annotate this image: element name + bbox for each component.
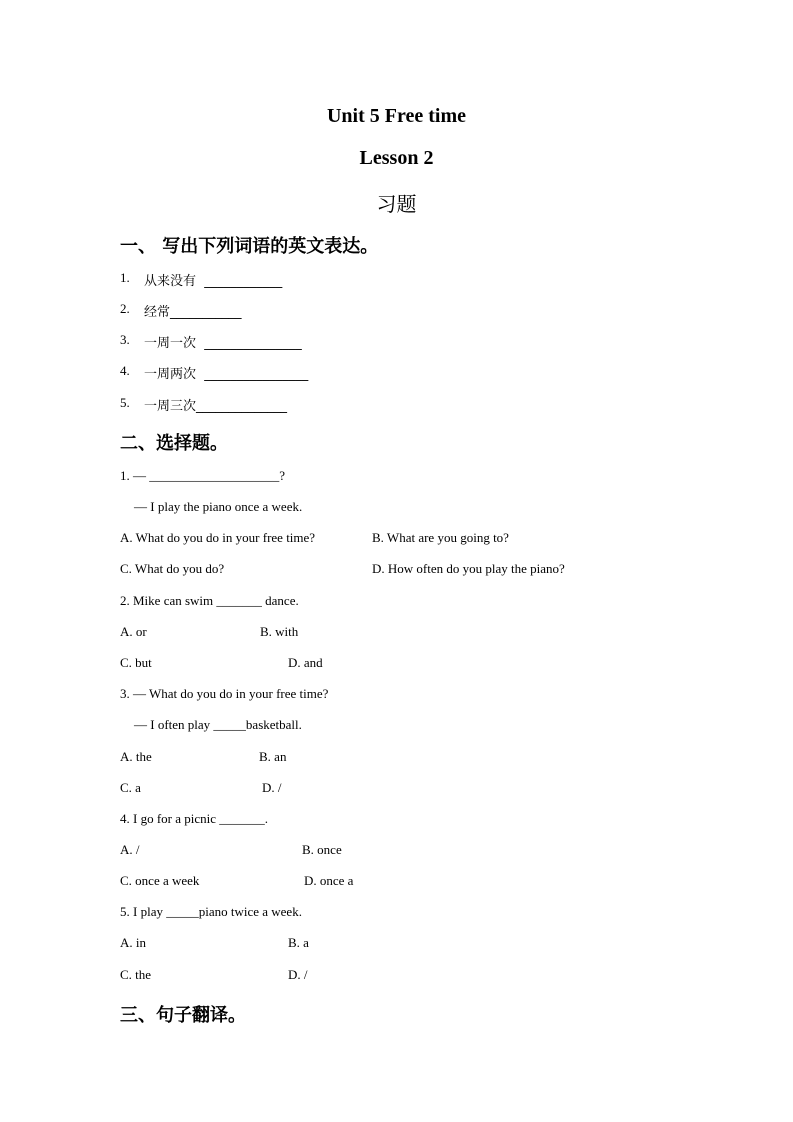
question-5-option-a: A. in [120, 935, 146, 950]
question-2-option-d: D. and [288, 655, 323, 670]
part1-heading: 一、 写出下列词语的英文表达。 [120, 236, 379, 257]
question-4-option-c: C. once a week [120, 873, 200, 888]
question-2-stem: 2. Mike can swim _______ dance. [120, 593, 299, 608]
question-3-option-d: D. / [262, 780, 282, 795]
question-4-stem: 4. I go for a picnic _______. [120, 811, 269, 826]
question-3-option-b: B. an [259, 749, 287, 764]
question-1-option-c: C. What do you do? [120, 561, 225, 576]
question-3-option-c: C. a [120, 780, 141, 795]
item-text: 经常___________ [144, 305, 242, 320]
item-number: 2. [120, 301, 130, 316]
part3-heading: 三、句子翻译。 [120, 1005, 246, 1026]
question-4-option-d: D. once a [304, 873, 354, 888]
question-4-option-a: A. / [120, 842, 140, 857]
question-2-option-c: C. but [120, 655, 152, 670]
question-2-option-a: A. or [120, 624, 147, 639]
question-5-stem: 5. I play _____piano twice a week. [120, 904, 302, 919]
question-3-stem: 3. — What do you do in your free time? [120, 686, 329, 701]
item-text: 从来没有 ____________ [144, 274, 283, 289]
question-3-reply: — I often play _____basketball. [134, 717, 302, 732]
exercise-subtitle: 习题 [376, 192, 417, 216]
question-4-option-b: B. once [302, 842, 342, 857]
question-2-option-b: B. with [260, 624, 299, 639]
item-text: 一周三次______________ [144, 399, 288, 414]
question-1-option-b: B. What are you going to? [372, 530, 509, 545]
question-5-option-b: B. a [288, 935, 309, 950]
question-1-stem: 1. — ____________________? [120, 468, 286, 483]
question-1-option-d: D. How often do you play the piano? [372, 561, 565, 576]
item-text: 一周两次 ________________ [144, 367, 309, 382]
question-3-option-a: A. the [120, 749, 152, 764]
item-number: 4. [120, 363, 130, 378]
item-number: 5. [120, 395, 130, 410]
item-text: 一周一次 _______________ [144, 336, 302, 351]
question-1-option-a: A. What do you do in your free time? [120, 530, 316, 545]
part2-heading: 二、选择题。 [120, 433, 228, 454]
item-number: 1. [120, 270, 130, 285]
item-number: 3. [120, 332, 130, 347]
question-5-option-c: C. the [120, 967, 152, 982]
lesson-title: Lesson 2 [359, 147, 434, 169]
page-title: Unit 5 Free time [326, 105, 467, 127]
question-5-option-d: D. / [288, 967, 308, 982]
question-1-reply: — I play the piano once a week. [134, 499, 303, 514]
